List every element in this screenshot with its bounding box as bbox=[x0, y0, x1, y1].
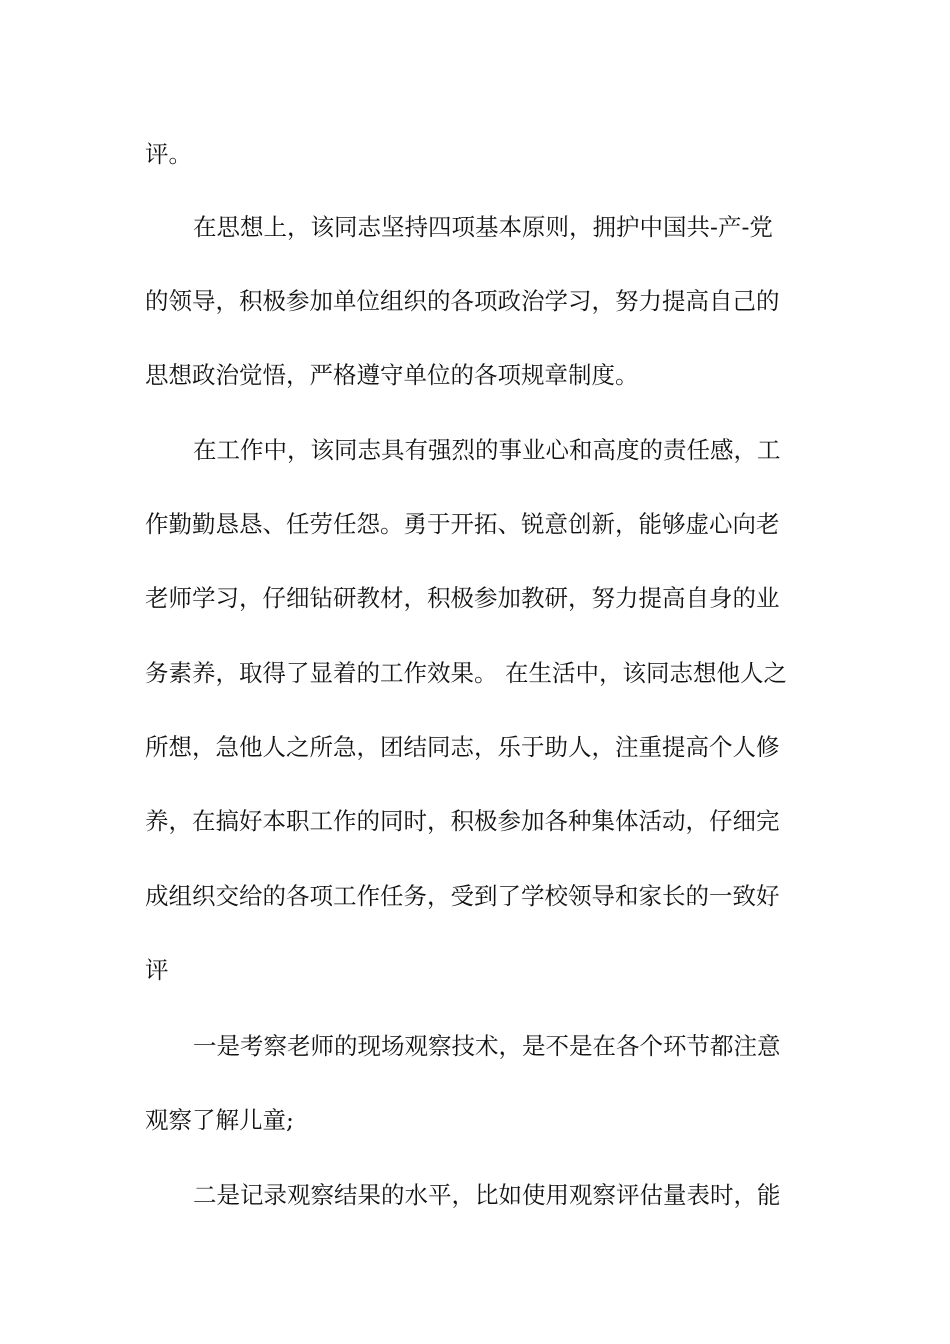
paragraph-first-line: 二是记录观察结果的水平，比如使用观察评估量表时，能 bbox=[193, 1181, 781, 1209]
text-line: 的领导，积极参加单位组织的各项政治学习，努力提高自己的 bbox=[145, 287, 780, 315]
text-line: 成组织交给的各项工作任务，受到了学校领导和家长的一致好 bbox=[145, 882, 780, 910]
text-line: 评。 bbox=[145, 140, 192, 168]
text-line: 评 bbox=[145, 956, 169, 984]
paragraph-first-line: 一是考察老师的现场观察技术，是不是在各个环节都注意 bbox=[193, 1032, 781, 1060]
text-line: 老师学习，仔细钻研教材，积极参加教研，努力提高自身的业 bbox=[145, 584, 780, 612]
text-line: 养，在搞好本职工作的同时，积极参加各种集体活动，仔细完 bbox=[145, 807, 780, 835]
text-line: 观察了解儿童; bbox=[145, 1106, 294, 1134]
paragraph-first-line: 在工作中，该同志具有强烈的事业心和高度的责任感，工 bbox=[193, 436, 781, 464]
text-line: 所想，急他人之所急，团结同志，乐于助人，注重提高个人修 bbox=[145, 733, 780, 761]
text-line: 务素养，取得了显着的工作效果。 在生活中，该同志想他人之 bbox=[145, 659, 787, 687]
paragraph-first-line: 在思想上，该同志坚持四项基本原则，拥护中国共-产-党 bbox=[193, 213, 773, 241]
text-line: 思想政治觉悟，严格遵守单位的各项规章制度。 bbox=[145, 361, 639, 389]
text-line: 作勤勤恳恳、任劳任怨。勇于开拓、锐意创新，能够虚心向老 bbox=[145, 510, 780, 538]
